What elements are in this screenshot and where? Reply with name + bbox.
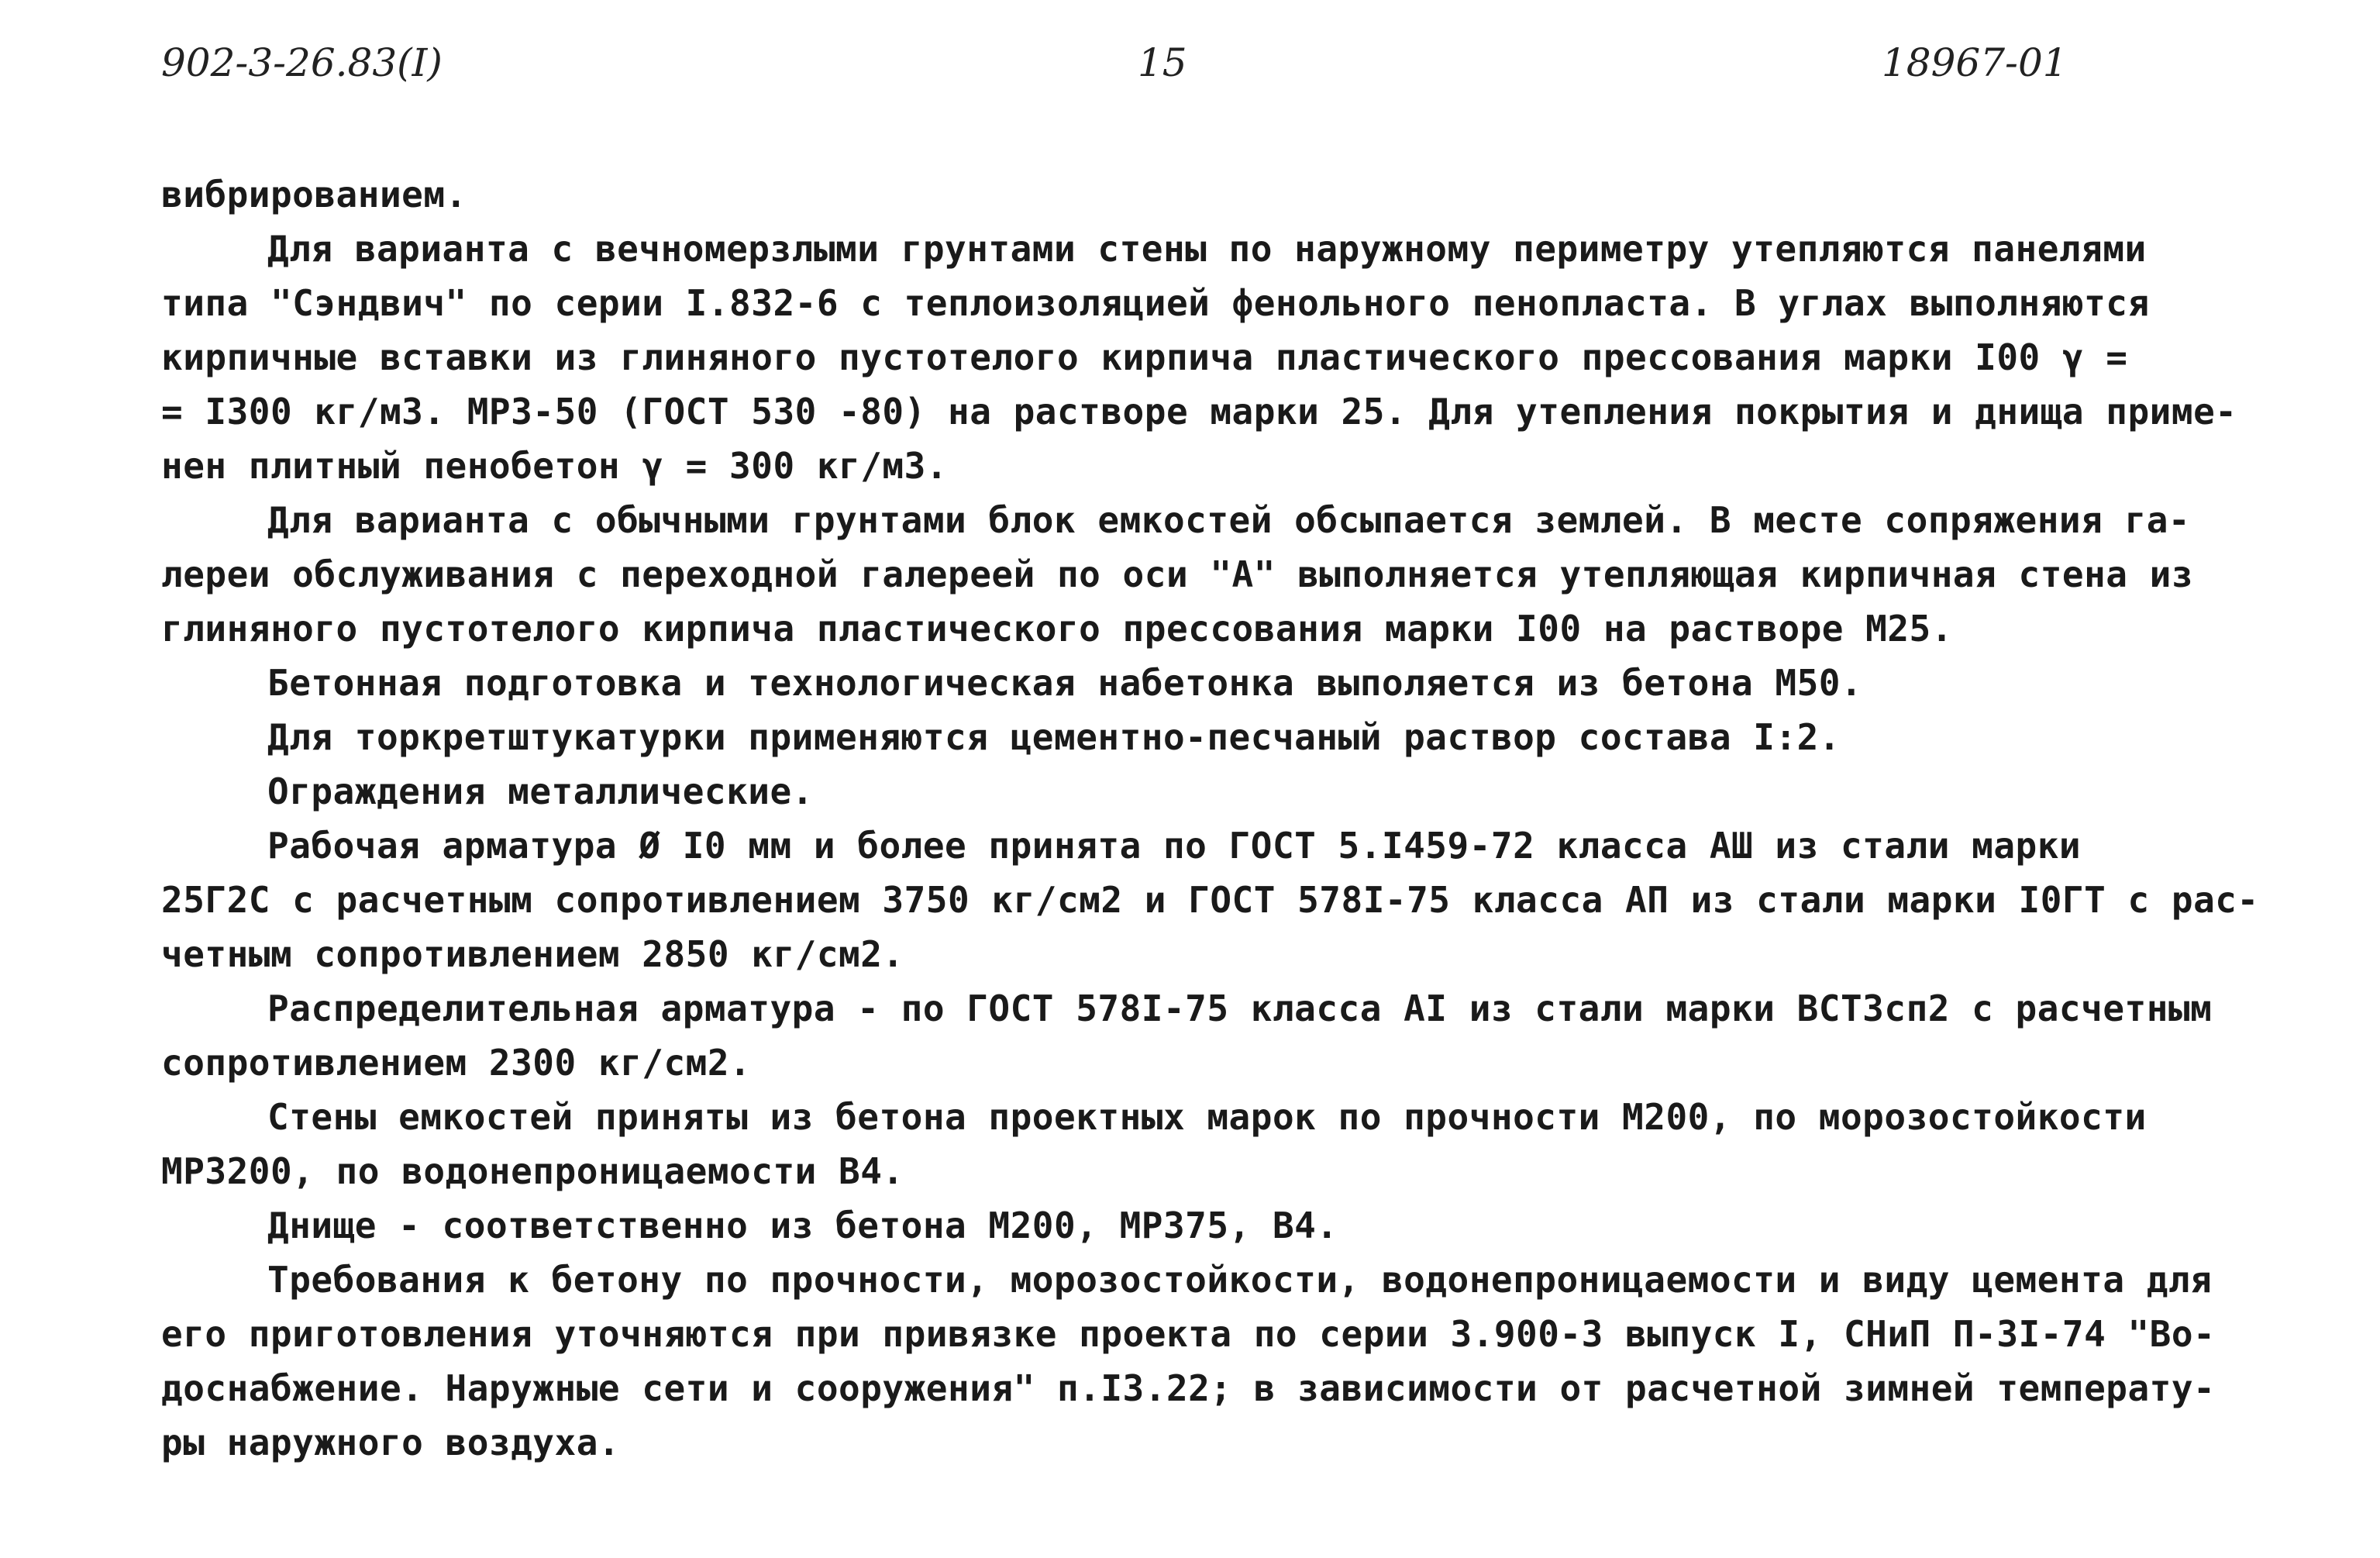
text-line: четным сопротивлением 2850 кг/см2. [161, 933, 904, 975]
text-line: доснабжение. Наружные сети и сооружения" п.I3.22; в зависимости от расчетной зимней температу- [161, 1367, 2216, 1409]
text-line: Днище - соответственно из бетона М200, МРЗ75, В4. [267, 1205, 1338, 1246]
text-line: Для варианта с обычными грунтами блок емкостей обсыпается землей. В месте сопряжения га- [267, 499, 2191, 541]
text-line: Требования к бетону по прочности, морозостойкости, водонепроницаемости и виду цемента для [267, 1259, 2213, 1301]
text-line: лереи обслуживания с переходной галереей по оси "А" выполняется утепляющая кирпичная стена из [161, 553, 2194, 595]
text-line: = I300 кг/м3. МРЗ-50 (ГОСТ 530 -80) на растворе марки 25. Для утепления покрытия и днища приме- [161, 391, 2237, 433]
text-line: Стены емкостей приняты из бетона проектных марок по прочности М200, по морозостойкости [267, 1096, 2147, 1138]
text-line: его приготовления уточняются при привязке проекта по серии 3.900-3 выпуск I, СНиП П-3I-74 "Во- [161, 1313, 2216, 1355]
document-code: 902-3-26.83(I) [161, 40, 443, 85]
text-line: вибрированием. [161, 174, 467, 215]
text-line: глиняного пустотелого кирпича пластического прессования марки I00 на растворе М25. [161, 608, 1953, 650]
page-number: 15 [1138, 40, 1187, 85]
text-line: сопротивлением 2300 кг/см2. [161, 1042, 752, 1084]
text-line: Для торкретштукатурки применяются цементно-песчаный раствор состава I:2. [267, 716, 1841, 758]
text-line: нен плитный пенобетон γ = 300 кг/м3. [161, 445, 948, 487]
text-line: Распределительная арматура - по ГОСТ 578I-75 класса АI из стали марки ВСТ3сп2 с расчетным [267, 988, 2213, 1029]
text-line: Рабочая арматура Ø I0 мм и более принята по ГОСТ 5.I459-72 класса АШ из стали марки [267, 825, 2082, 867]
text-line: ры наружного воздуха. [161, 1422, 621, 1463]
text-line: типа "Сэндвич" по серии I.832-6 с теплоизоляцией фенольного пенопласта. В углах выполняются [161, 282, 2150, 324]
text-line: Для варианта с вечномерзлыми грунтами стены по наружному периметру утепляются панелями [267, 228, 2147, 270]
text-line: 25Г2С с расчетным сопротивлением 3750 кг/см2 и ГОСТ 578I-75 класса АП из стали марки I0ГТ с рас- [161, 879, 2259, 921]
document-body [161, 167, 2261, 1470]
archive-number: 18967-01 [1882, 40, 2068, 85]
text-line: МРЗ200, по водонепроницаемости В4. [161, 1150, 904, 1192]
text-line: Ограждения металлические. [267, 770, 814, 812]
text-line: Бетонная подготовка и технологическая набетонка выполяется из бетона М50. [267, 662, 1863, 704]
text-line: кирпичные вставки из глиняного пустотелого кирпича пластического прессования марки I00 γ = [161, 336, 2128, 378]
